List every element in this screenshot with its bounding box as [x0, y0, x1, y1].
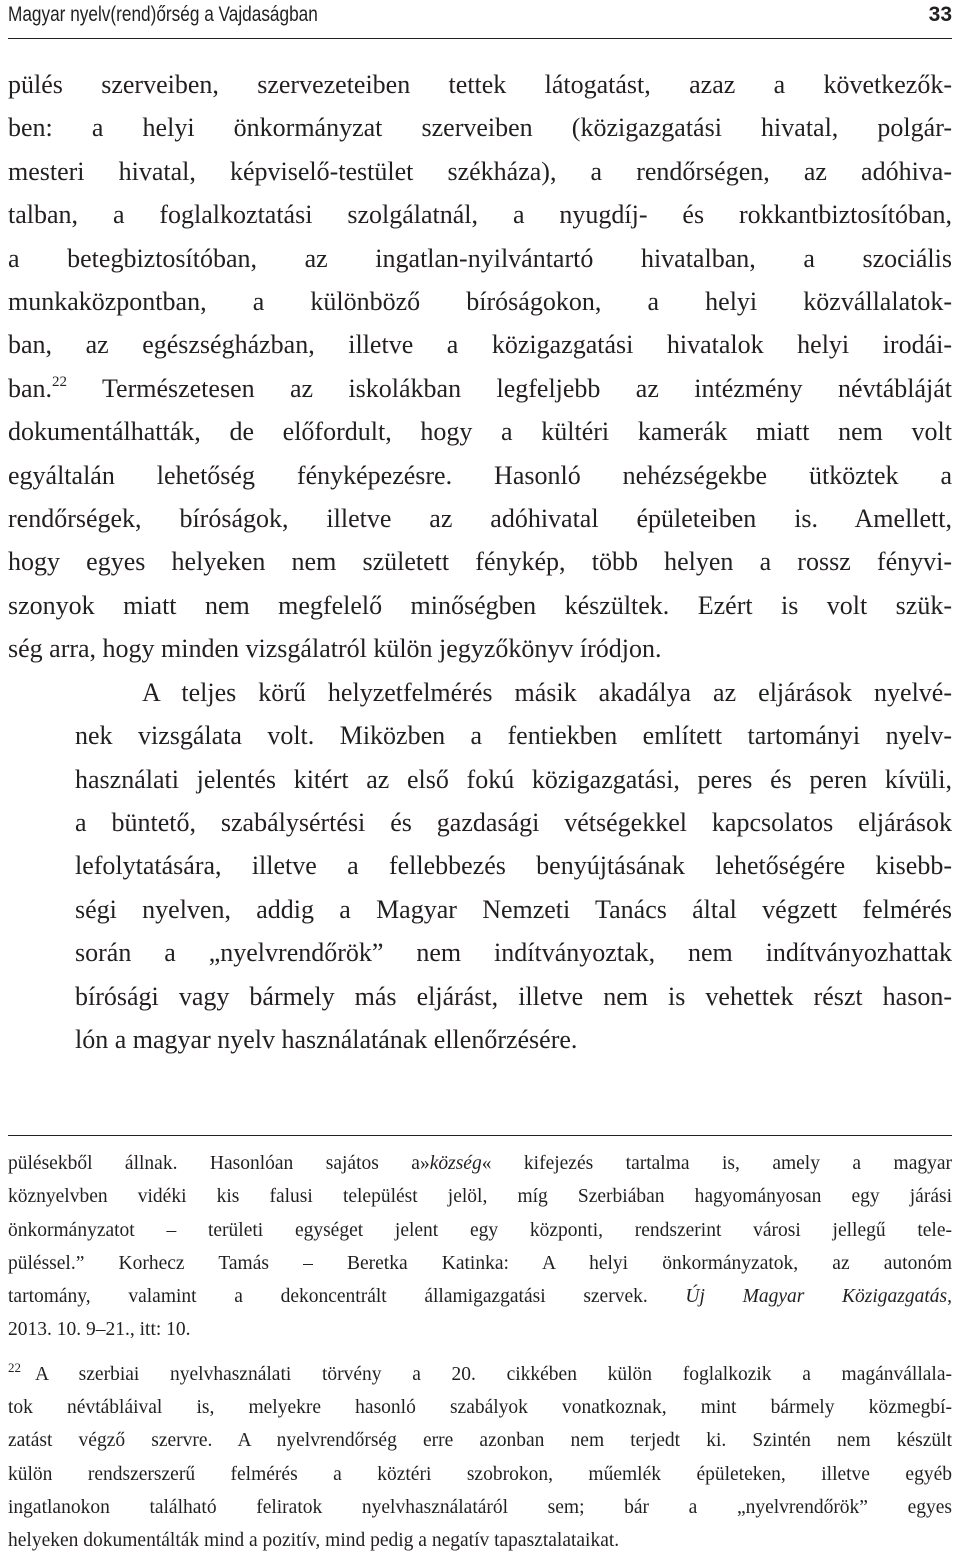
text-line: ség arra, hogy minden vizsgálatról külön jegyzőkönyv íródjon.: [8, 634, 662, 664]
footnote-22: [8, 1358, 952, 1558]
footnote-line: ingatlanokon található feliratok nyelvhasználatáról sem; bár a „nyelvrendőrök” egyes: [8, 1496, 952, 1518]
text-fragment: « kifejezés tartalma is, amely a magyar: [481, 1153, 952, 1174]
text-fragment: ban.: [8, 373, 53, 403]
footnote-21-continuation: [8, 1147, 952, 1347]
page-number: 33: [928, 3, 952, 26]
main-text: [8, 63, 952, 1061]
journal-title: Új Magyar Közigazgatás: [685, 1286, 948, 1308]
footnote-line: külön rendszerszerű felmérés a köztéri szobrokon, műemlék épületeken, illetve egyéb: [8, 1463, 952, 1485]
footnote-line: püléssel.” Korhecz Tamás – Beretka Katinka: A helyi önkormányzatok, az autonóm: [8, 1252, 952, 1274]
footnote-number: 22: [8, 1359, 21, 1375]
text-fragment: A szerbiai nyelvhasználati törvény a 20. cikkében külön foglalkozik a magánvállala-: [35, 1363, 952, 1385]
text-line: dokumentálhatták, de előfordult, hogy a kültéri kamerák miatt nem volt: [8, 417, 952, 447]
text-line: A teljes körű helyzetfelmérés másik akadálya az eljárások nyelvé-: [142, 677, 952, 707]
paragraph-1: [8, 63, 952, 671]
text-line: a büntető, szabálysértési és gazdasági vétségekkel kapcsolatos eljárások: [75, 807, 952, 837]
text-line: hogy egyes helyeken nem született fénykép, több helyen a rossz fényvi-: [8, 547, 952, 577]
running-title: Magyar nyelv(rend)őrség a Vajdaságban: [8, 3, 318, 26]
footnotes: [8, 1147, 952, 1558]
text-line: egyáltalán lehetőség fényképezésre. Hasonló nehézségekbe ütköztek a: [8, 460, 952, 490]
footnote-line: 2013. 10. 9–21., itt: 10.: [8, 1319, 191, 1341]
header-rule: [8, 38, 952, 39]
text-line: ban, az egészségházban, illetve a közigazgatási hivatalok helyi irodái-: [8, 330, 952, 360]
text-fragment: pülésekből állnak. Hasonlóan sajátos a»: [8, 1153, 430, 1174]
footnote-line: zatást végző szervre. A nyelvrendőrség erre azonban nem terjedt ki. Szintén nem készült: [8, 1430, 952, 1452]
italic-term: község: [429, 1153, 482, 1174]
text-line: szonyok miatt nem megfelelő minőségben készültek. Ezért is volt szük-: [8, 590, 952, 620]
paragraph-2: [8, 671, 952, 1062]
text-line: lefolytatására, illetve a fellebbezés benyújtásának lehetőségére kisebb-: [75, 851, 952, 881]
text-fragment: ,: [947, 1286, 952, 1308]
text-line: használati jelentés kitért az első fokú közigazgatási, peres és peren kívüli,: [75, 764, 952, 794]
footnote-line: [8, 1280, 952, 1313]
text-line: során a „nyelvrendőrök” nem indítványoztak, nem indítványozhattak: [75, 938, 952, 968]
text-line: ségi nyelven, addig a Magyar Nemzeti Tanács által végzett felmérés: [75, 894, 952, 924]
text-line: bírósági vagy bármely más eljárást, illetve nem is vehettek részt hason-: [75, 981, 952, 1011]
text-line: nek vizsgálata volt. Miközben a fentiekben említett tartományi nyelv-: [75, 721, 952, 751]
running-head: [8, 0, 952, 38]
footnote-line: [8, 1147, 952, 1180]
footnote-line: tok névtábláival is, melyekre hasonló szabályok vonatkoznak, mint bármely közmegbí-: [8, 1397, 952, 1419]
text-fragment: Természetesen az iskolákban legfeljebb az intézmény névtábláját: [67, 373, 952, 403]
footnote-line: [8, 1358, 952, 1391]
footnote-line: önkormányzatot – területi egységet jelent egy központi, rendszerint városi jellegű tele-: [8, 1219, 952, 1241]
footnote-line: helyeken dokumentálták mind a pozitív, mind pedig a negatív tapasztalataikat.: [8, 1530, 620, 1552]
text-line: munkaközpontban, a különböző bíróságokon, a helyi közvállalatok-: [8, 287, 952, 317]
text-line: a betegbiztosítóban, az ingatlan-nyilvántartó hivatalban, a szociális: [8, 243, 952, 273]
text-line: mesteri hivatal, képviselő-testület székháza), a rendőrségen, az adóhiva-: [8, 156, 952, 186]
text-line: ben: a helyi önkormányzat szerveiben (közigazgatási hivatal, polgár-: [8, 113, 952, 143]
footnote-rule: [8, 1135, 952, 1136]
text-line: rendőrségek, bíróságok, illetve az adóhivatal épületeiben is. Amellett,: [8, 504, 952, 534]
text-line: pülés szerveiben, szervezeteiben tettek látogatást, azaz a következők-: [8, 70, 952, 99]
text-line: [8, 367, 952, 410]
text-line: lón a magyar nyelv használatának ellenőrzésére.: [75, 1024, 578, 1054]
footnote-reference: 22: [52, 373, 68, 390]
text-fragment: tartomány, valamint a dekoncentrált államigazgatási szervek.: [8, 1286, 686, 1308]
footnote-line: köznyelvben vidéki kis falusi települést jelöl, míg Szerbiában hagyományosan egy járási: [8, 1186, 952, 1208]
text-line: talban, a foglalkoztatási szolgálatnál, a nyugdíj- és rokkantbiztosítóban,: [8, 200, 952, 230]
